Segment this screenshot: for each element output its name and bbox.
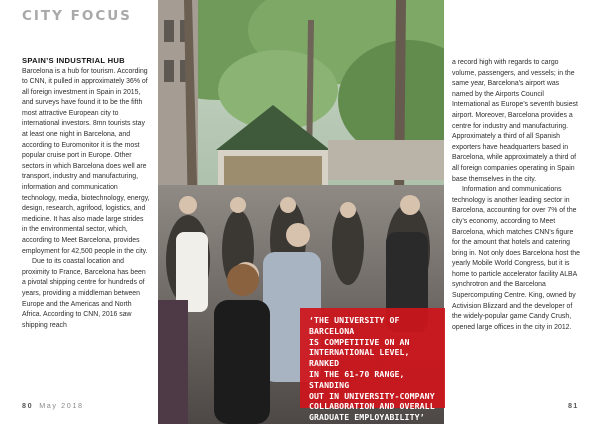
left-paragraph-1: Barcelona is a hub for tourism. According to CNN, it pulled in approximately 36% of all foreign investment in Spain in 2015, and surveys have found it to be the fifth most attractive European city to international investors. 8mn tourists stay at least one night in Barcelona, and according to Euromonitor it is the most popular cruise port in Europe. Other sectors in which Barcelona does well are transport, industry and manufacturing, information and communication technology, media, biotechnology, energy, design, research, agrifood, logistics, and medicine. It has also made large strides in the environmental sector, which, according to Meet Barcelona, provides employment for 42,500 people in the city. xyxy=(22,67,150,255)
pull-quote-line: INTERNATIONAL LEVEL, RANKED xyxy=(309,347,410,369)
footer-left xyxy=(22,401,84,410)
right-paragraph-2: Information and communications technology is another leading sector in Barcelona, accounting for over 7% of the city’s economy, according to Meet Barcelona, which matches CNN’s figure for the amount that hotels and catering bring in. Not only does Barcelona host the yearly Mobile World Congress, but it is home to particle accelerator facility ALBA synchrotron and the Barcelona Supercomputing Centre. King, owned by Activision Blizzard and the developer of the widely-popular game Candy Crush, opened large offices in the city in 2012. xyxy=(452,186,580,331)
left-text-column xyxy=(22,56,150,331)
pull-quote-line: IS COMPETITIVE ON AN xyxy=(309,336,410,347)
issue-date: May 2018 xyxy=(39,401,84,410)
article-subhead: SPAIN’S INDUSTRIAL HUB xyxy=(22,56,125,65)
right-paragraph-1: a record high with regards to cargo volume, passengers, and vessels; in the same year, Barcelona’s airport was named by the Airports Council International as Europe’s seventh busiest airport. Moreover, Barcelona provides a centre for industry and manufacturing. Approximately a third of all Spanish exporters have headquarters based in Barcelona, while approximately a third of all foreign companies operating in Spain base themselves in the city. xyxy=(452,59,578,183)
right-text-column xyxy=(452,58,580,333)
right-page-number: 81 xyxy=(568,401,579,410)
pull-quote-line: IN THE 61-70 RANGE, STANDING xyxy=(309,368,405,390)
pull-quote-line: ‘THE UNIVERSITY OF BARCELONA xyxy=(309,315,400,336)
pull-quote xyxy=(300,308,445,423)
pull-quote-line: COLLABORATION AND OVERALL xyxy=(309,401,435,412)
left-paragraph-2: Due to its coastal location and proximity to France, Barcelona has been a pivotal shipping centre for hundreds of years, providing a middleman between Europe and the Americas and North Africa. According to CNN, 2016 saw shipping reach xyxy=(22,258,146,329)
pull-quote-line: GRADUATE EMPLOYABILITY’ xyxy=(309,412,425,423)
pull-quote-line: OUT IN UNIVERSITY-COMPANY xyxy=(309,390,435,401)
left-page-number: 80 xyxy=(22,401,34,410)
section-heading: CITY FOCUS xyxy=(22,8,132,24)
